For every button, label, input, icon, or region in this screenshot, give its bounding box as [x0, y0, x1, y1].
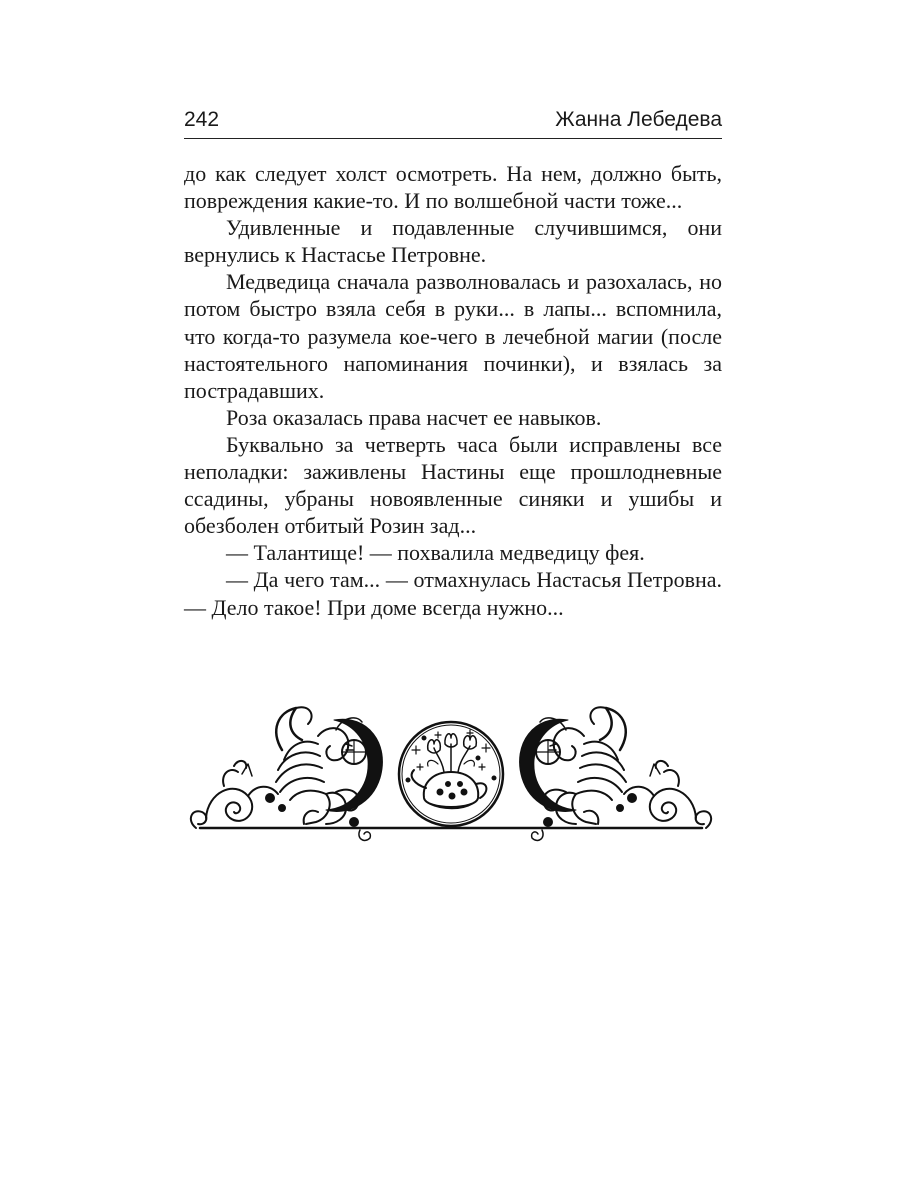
left-scroll-icon [191, 761, 285, 828]
page-number: 242 [184, 108, 220, 131]
paragraph: Удивленные и подавленные случившимся, они вернулись к Настасье Петровне. [184, 215, 722, 268]
body-text [184, 160, 722, 621]
left-griffin-icon [276, 707, 382, 840]
paragraph: — Да чего там... — отмахнулась Настасья Петровна. — Дело такое! При доме всегда нужно... [184, 567, 722, 620]
ornament-griffins-teapot-icon [186, 700, 716, 848]
paragraph: до как следует холст осмотреть. На нем, должно быть, повреждения какие-то. И по волшебной части тоже... [184, 161, 722, 214]
paragraph: Роза оказалась права насчет ее навыков. [226, 404, 602, 430]
running-head-author: Жанна Лебедева [555, 108, 722, 131]
right-griffin-icon [520, 707, 712, 840]
running-head [184, 106, 722, 139]
teapot-medallion-icon [399, 722, 503, 826]
paragraph: Медведица сначала разволновалась и разохалась, но потом быстро взяла себя в руки... в лапы... вспомнила, что когда-то разумела кое-чего в лечебной магии (после настоятельного напоминания починки), и взялась за пострадавших. [184, 269, 722, 403]
paragraph: — Талантище! — похвалила медведицу фея. [226, 540, 645, 566]
paragraph: Буквально за четверть часа были исправлены все неполадки: заживлены Настины еще прошлодневные ссадины, убраны новоявленные синяки и ушибы и обезболен отбитый Розин зад... [184, 431, 722, 539]
